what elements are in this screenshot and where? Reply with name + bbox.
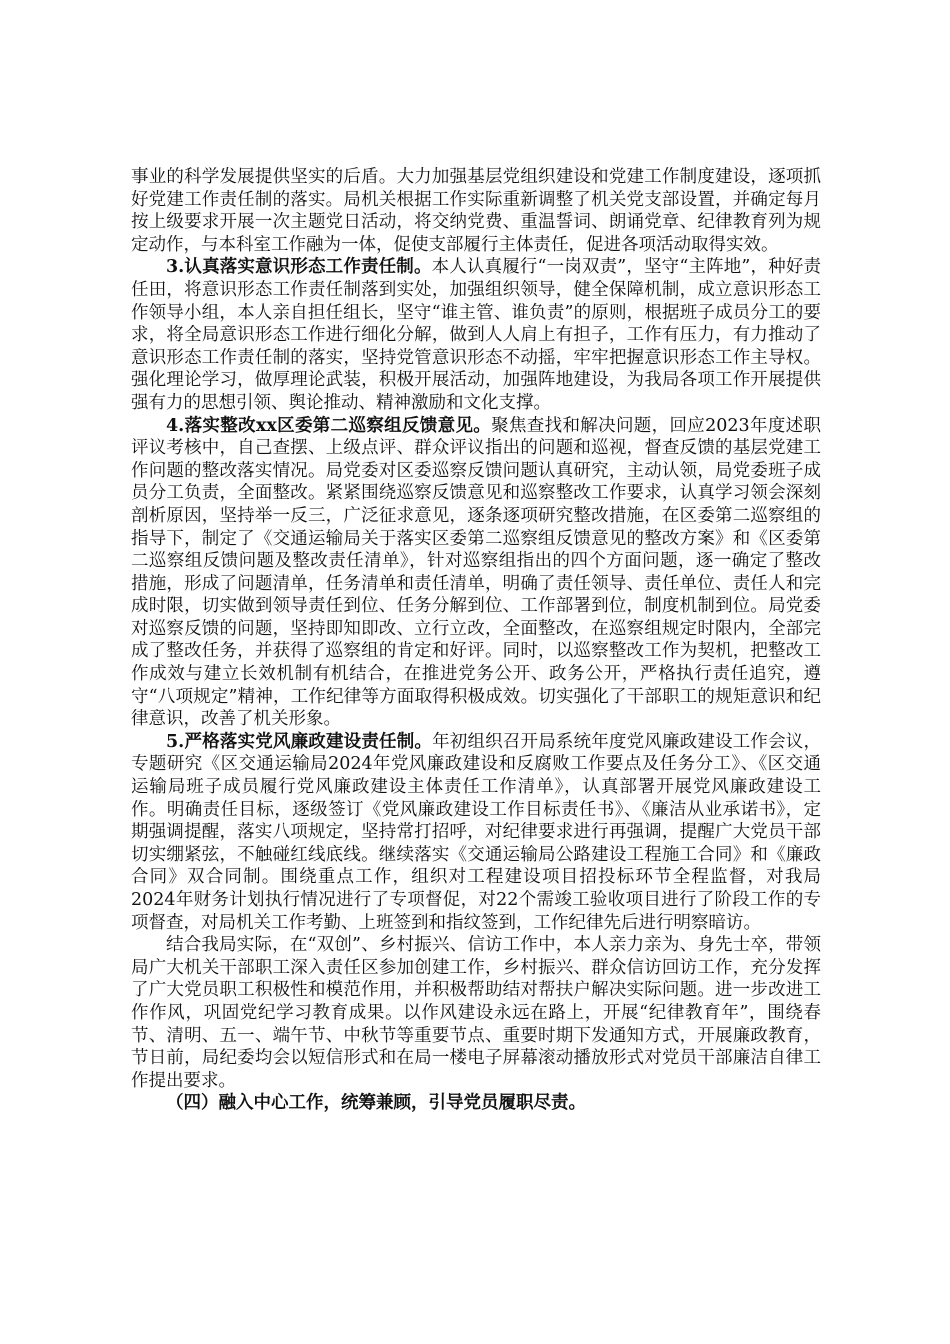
paragraph-text: 年初组织召开局系统年度党风廉政建设工作会议，专题研究《区交通运输局2024年党风廉政建设和反腐败工作要点及任务分工》、《区交通运输局班子成员履行党风廉政建设主体责任工作清单》，认真部署开展党风廉政建设工作。明确责任目标，逐级签订《党风廉政建设工作目标责任书》、《廉洁从业承诺书》，定期强调提醒，落实八项规定，坚持常打招呼，对纪律要求进行再强调，提醒广大党员干部切实绷紧弦，不触碰红线底线。继续落实《交通运输局公路建设工程施工合同》和《廉政合同》双合同制。围绕重点工作，组织对工程建设项目招投标环节全程监督，对我局2024年财务计划执行情况进行了专项督促，对22个需竣工验收项目进行了阶段工作的专项督查，对局机关工作考勤、上班签到和指纹签到，工作纪律先后进行明察暗访。 <box>131 731 821 933</box>
paragraph-text: 聚焦查找和解决问题，回应2023年度述职评议考核中，自己查摆、上级点评、群众评议指出的问题和巡视，督查反馈的基层党建工作问题的整改落实情况。局党委对区委巡察反馈问题认真研究，主动认领，局党委班子成员分工负责，全面整改。紧紧围绕巡察反馈意见和巡察整改工作要求，认真学习领会深刻剖析原因，坚持举一反三，广泛征求意见，逐条逐项研究整改措施，在区委第二巡察组的指导下，制定了《交通运输局关于落实区委第二巡察组反馈意见的整改方案》和《区委第二巡察组反馈问题及整改责任清单》，针对巡察组指出的四个方面问题，逐一确定了整改措施，形成了问题清单，任务清单和责任清单，明确了责任领导、责任单位、责任人和完成时限，切实做到领导责任到位、任务分解到位、工作部署到位，制度机制到位。局党委对巡察反馈的问题，坚持即知即改、立行立改，全面整改，在巡察组规定时限内，全部完成了整改任务，并获得了巡察组的肯定和好评。同时，以巡察整改工作为契机，把整改工作成效与建立长效机制有机结合，在推进党务公开、政务公开，严格执行责任追究，遵守“八项规定”精神，工作纪律等方面取得积极成效。切实强化了干部职工的规矩意识和纪律意识，改善了机关形象。 <box>131 415 821 730</box>
paragraph-inspection-rectification <box>131 415 821 731</box>
paragraph-party-building <box>131 166 821 256</box>
paragraph-text: 事业的科学发展提供坚实的后盾。大力加强基层党组织建设和党建工作制度建设，逐项抓好党建工作责任制的落实。局机关根据工作实际重新调整了机关党支部设置，并确定每月按上级要求开展一次主题党日活动，将交纳党费、重温誓词、朗诵党章、纪律教育列为规定动作，与本科室工作融为一体，促使支部履行主体责任，促进各项活动取得实效。 <box>131 167 821 255</box>
paragraph-text: 本人认真履行“一岗双责”，坚守“主阵地”，种好责任田，将意识形态工作责任制落到实处，加强组织领导，健全保障机制，成立意识形态工作领导小组，本人亲自担任组长，坚守“谁主管、谁负责”的原则，根据班子成员分工的要求，将全局意识形态工作进行细化分解，做到人人肩上有担子，工作有压力，有力推动了意识形态工作责任制的落实，坚持党管意识形态不动摇，牢牢把握意识形态工作主导权。强化理论学习，做厚理论武装，积极开展活动，加强阵地建设，为我局各项工作开展提供强有力的思想引领、舆论推动、精神激励和文化支撑。 <box>131 257 821 413</box>
section-heading: （四）融入中心工作，统筹兼顾，引导党员履职尽责。 <box>166 1093 586 1114</box>
paragraph-lead: 3.认真落实意识形态工作责任制。 <box>166 257 432 278</box>
paragraph-lead: 5.严格落实党风廉政建设责任制。 <box>166 731 433 752</box>
paragraph-lead: 4.落实整改xx区委第二巡察组反馈意见。 <box>166 415 492 436</box>
paragraph-ideology-responsibility <box>131 256 821 414</box>
paragraph-text: 结合我局实际，在“双创”、乡村振兴、信访工作中，本人亲力亲为、身先士卒，带领局广大机关干部职工深入责任区参加创建工作，乡村振兴、群众信访回访工作，充分发挥了广大党员职工积极性和模范作用，并积极帮助结对帮扶户解决实际问题。进一步改进工作作风，巩固党纪学习教育成果。以作风建设永远在路上，开展“纪律教育年”，围绕春节、清明、五一、端午节、中秋节等重要节点、重要时期下发通知方式，开展廉政教育，节日前，局纪委均会以短信形式和在局一楼电子屏幕滚动播放形式对党员干部廉洁自律工作提出要求。 <box>131 935 821 1091</box>
paragraph-work-style <box>131 934 821 1092</box>
document-page <box>131 166 821 1115</box>
paragraph-integrity-responsibility <box>131 731 821 934</box>
